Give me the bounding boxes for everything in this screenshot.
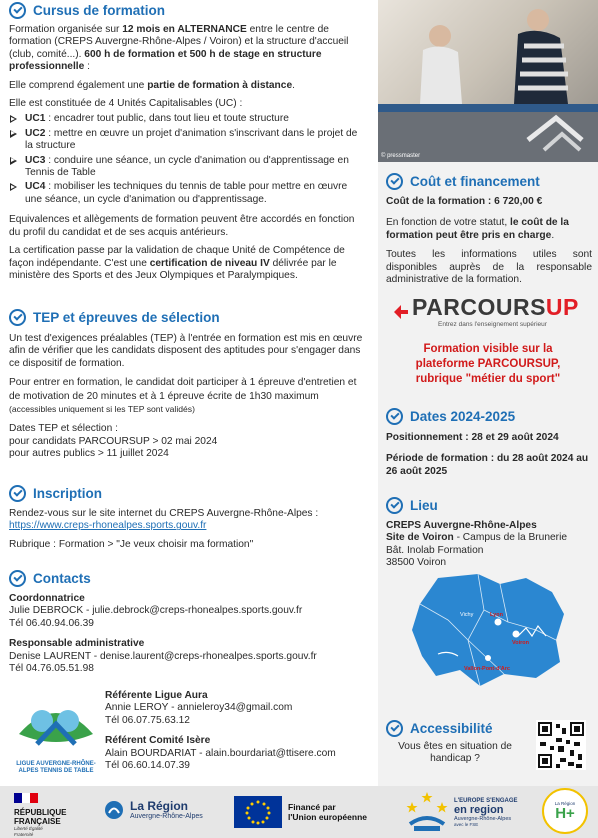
lyon-marker bbox=[495, 619, 502, 626]
contacts-title: Contacts bbox=[33, 571, 91, 586]
coord-line: Julie DEBROCK - julie.debrock@creps-rhonealpes.sports.gouv.fr bbox=[9, 605, 303, 617]
check-circle-icon bbox=[386, 173, 403, 190]
contacts-body bbox=[9, 593, 369, 675]
lieu-heading bbox=[386, 497, 438, 514]
engage-line-1: L'EUROPE S'ENGAGE bbox=[454, 797, 518, 804]
tep-body bbox=[9, 333, 365, 461]
lieu-line-4: 38500 Voiron bbox=[386, 557, 447, 569]
ligue-logo-text: LIGUE AUVERGNE-RHÔNE-ALPES TENNIS DE TABLE bbox=[16, 761, 96, 774]
access-heading bbox=[386, 720, 493, 737]
cursus-heading bbox=[9, 2, 165, 19]
eu-logo bbox=[234, 796, 367, 828]
ping-pong-photo bbox=[378, 0, 598, 162]
lieu-line-2: Site de Voiron - Campus de la Brunerie bbox=[386, 532, 567, 544]
parcoursup-wordmark: PARCOURSUP bbox=[412, 294, 579, 320]
lieu-line-1: CREPS Auvergne-Rhône-Alpes bbox=[386, 520, 537, 531]
h-plus-icon: H+ bbox=[555, 804, 575, 822]
parcoursup-line-1: Formation visible sur la bbox=[423, 343, 553, 355]
check-circle-icon bbox=[9, 570, 26, 587]
coord-tel: Tél 06.40.94.06.39 bbox=[9, 617, 94, 629]
rf-motto: Liberté Égalité Fraternité bbox=[14, 826, 43, 837]
europe-engage-logo bbox=[404, 790, 518, 834]
region-h-plus-badge bbox=[542, 788, 588, 834]
check-circle-icon bbox=[386, 497, 403, 514]
engage-line-3: Auvergne-Rhône-Alpes bbox=[454, 815, 512, 822]
hplus-text: La Région bbox=[554, 800, 576, 806]
engage-line-2: en region bbox=[454, 803, 504, 816]
check-circle-icon bbox=[9, 485, 26, 502]
map-label-lyon: Lyon bbox=[490, 612, 503, 618]
comite-role: Référent Comité Isère bbox=[105, 735, 211, 747]
inscription-p1: Rendez-vous sur le site internet du CREPS Auvergne-Rhône-Alpes : bbox=[9, 508, 319, 519]
admin-role: Responsable administrative bbox=[9, 638, 145, 650]
inscription-title: Inscription bbox=[33, 486, 103, 501]
french-flag-icon bbox=[14, 793, 38, 803]
comite-line: Alain BOURDARIAT - alain.bourdariat@ttisere.com bbox=[105, 747, 336, 759]
list-item: UC3 : conduire une séance, un cycle d'animation ou d'apprentissage en Tennis de Table bbox=[9, 155, 365, 180]
footer-logos bbox=[0, 786, 598, 838]
parcoursup-logo bbox=[390, 294, 590, 332]
dates-positionnement: Positionnement : 28 et 29 août 2024 bbox=[386, 432, 559, 443]
parcoursup-notice bbox=[378, 342, 598, 387]
cout-p2: Toutes les informations utiles sont disponibles auprès de la responsable administrative de la formation. bbox=[386, 249, 592, 286]
europe-engage-stars-icon bbox=[404, 790, 450, 834]
ligue-line: Annie LEROY - annieleroy34@gmail.com bbox=[105, 702, 293, 714]
check-circle-icon bbox=[386, 408, 403, 425]
cursus-title: Cursus de formation bbox=[33, 3, 166, 18]
eu-line-2: l'Union européenne bbox=[288, 812, 367, 822]
region-subname: Auvergne-Rhône-Alpes bbox=[130, 813, 203, 820]
uc-list bbox=[9, 113, 365, 206]
ligue-logo-icon bbox=[11, 694, 101, 756]
dates-period: Période de formation : du 28 août 2024 au 26 août 2025 bbox=[386, 453, 589, 477]
tep-date-2: pour autres publics > 11 juillet 2024 bbox=[9, 448, 169, 460]
dates-body bbox=[386, 432, 594, 478]
list-item: UC1 : encadrer tout public, dans tout lieu et toute structure bbox=[9, 113, 365, 125]
admin-line: Denise LAURENT - denise.laurent@creps-rhonealpes.sports.gouv.fr bbox=[9, 650, 317, 662]
map-label-vallon: Vallon-Pont-d'Arc bbox=[464, 666, 510, 672]
contacts-heading bbox=[9, 570, 91, 587]
lieu-line-3: Bât. Inolab Formation bbox=[386, 544, 484, 556]
cursus-p2: Elle comprend également une partie de formation à distance. bbox=[9, 79, 295, 91]
parcoursup-line-2: plateforme PARCOURSUP, bbox=[415, 358, 561, 370]
map-label-voiron: Voiron bbox=[512, 640, 530, 646]
cursus-p4: Equivalences et allègements de formation peuvent être accordés en fonction du profil du candidat et de ses acquis antérieurs. bbox=[9, 214, 355, 238]
access-text: Vous êtes en situation de handicap ? bbox=[398, 741, 512, 765]
cout-heading bbox=[386, 173, 540, 190]
cout-p1: En fonction de votre statut, le coût de la formation peut être pris en charge. bbox=[386, 217, 569, 241]
coord-role: Coordonnatrice bbox=[9, 593, 85, 604]
check-circle-icon bbox=[9, 309, 26, 326]
ligue-role: Référente Ligue Aura bbox=[105, 690, 208, 701]
list-item: UC4 : mobiliser les techniques du tennis de table pour mettre en œuvre une séance, un cycle d'animation ou d'apprentissage. bbox=[9, 181, 365, 206]
dates-heading bbox=[386, 408, 515, 425]
cout-price: Coût de la formation : 6 720,00 € bbox=[386, 196, 543, 207]
parcoursup-mark-icon bbox=[390, 300, 412, 322]
region-name: La Région bbox=[130, 799, 189, 813]
creps-website-link[interactable]: https://www.creps-rhonealpes.sports.gouv.fr bbox=[9, 520, 207, 532]
vallon-marker bbox=[485, 655, 491, 661]
triangle-bullet-icon bbox=[9, 181, 19, 193]
inscription-link-wrap bbox=[9, 520, 365, 532]
engage-line-4: avec le FSE bbox=[454, 821, 479, 827]
region-map bbox=[408, 570, 568, 688]
cursus-p5: La certification passe par la validation de chaque Unité de Compétence de façon indépendante. C'est une certification de niveau IV délivrée par le ministère des Sports et des Jeux Olympiques et Paralympiques. bbox=[9, 245, 345, 281]
republique-francaise-logo bbox=[14, 790, 84, 838]
admin-tel: Tél 04.76.05.51.98 bbox=[9, 663, 94, 675]
tep-heading bbox=[9, 309, 220, 326]
cout-body bbox=[386, 196, 592, 286]
rf-line-2: FRANÇAISE bbox=[14, 817, 61, 826]
cursus-p3: Elle est constituée de 4 Unités Capitalisables (UC) : bbox=[9, 98, 243, 110]
parcoursup-tagline: Entrez dans l'enseignement supérieur bbox=[438, 321, 547, 328]
voiron-marker bbox=[513, 631, 520, 638]
inscription-heading bbox=[9, 485, 102, 502]
list-item: UC2 : mettre en œuvre un projet d'animation s'inscrivant dans le projet de la structure bbox=[9, 128, 365, 153]
check-circle-icon bbox=[386, 720, 403, 737]
inscription-p2: Rubrique : Formation > "Je veux choisir ma formation" bbox=[9, 538, 254, 550]
parcoursup-line-3: rubrique "métier du sport" bbox=[415, 373, 561, 385]
tep-title: TEP et épreuves de sélection bbox=[33, 310, 220, 325]
tep-date-1: pour candidats PARCOURSUP > 02 mai 2024 bbox=[9, 435, 218, 447]
cursus-p1: Formation organisée sur 12 mois en ALTERNANCE entre le centre de formation (CREPS Auvergne-Rhône-Alpes / Voiron) et la structure d'accueil (club, comité...). 600 h de formation et 500 h de stage en structure professionnelle : bbox=[9, 24, 349, 73]
map-label-vichy: Vichy bbox=[460, 612, 474, 618]
region-logo bbox=[104, 800, 203, 820]
check-circle-icon bbox=[9, 2, 26, 19]
triangle-bullet-icon bbox=[9, 128, 19, 140]
ping-pong-players-icon bbox=[378, 0, 598, 162]
ligue-logo bbox=[11, 694, 101, 774]
lieu-title: Lieu bbox=[410, 498, 438, 513]
triangle-bullet-icon bbox=[9, 113, 19, 125]
ligue-tel: Tél 06.07.75.63.12 bbox=[105, 714, 190, 726]
contacts-body-2 bbox=[105, 690, 369, 772]
triangle-bullet-icon bbox=[9, 155, 19, 167]
eu-line-1: Financé par bbox=[288, 802, 336, 812]
tep-p2: Pour entrer en formation, le candidat doit participer à 1 épreuve d'entretien et de motivation de 20 minutes et à 1 épreuve écrite de 1h30 maximum (accessibles uniquement si les TEP sont validés) bbox=[9, 377, 357, 415]
lieu-body bbox=[386, 520, 594, 570]
cout-title: Coût et financement bbox=[410, 174, 540, 189]
cursus-body bbox=[9, 24, 365, 282]
comite-tel: Tél 06.60.14.07.39 bbox=[105, 760, 190, 772]
access-title: Accessibilité bbox=[410, 721, 493, 736]
tep-p1: Un test d'exigences préalables (TEP) à l'entrée en formation est mis en œuvre afin de vérifier que les candidats disposent des aptitudes pour s'engager dans ce dispositif de formation. bbox=[9, 333, 363, 369]
qr-code-icon[interactable] bbox=[536, 720, 586, 770]
tep-dates-label: Dates TEP et sélection : bbox=[9, 423, 118, 435]
inscription-body bbox=[9, 508, 365, 551]
rf-line-1: RÉPUBLIQUE bbox=[14, 808, 67, 817]
dates-title: Dates 2024-2025 bbox=[410, 409, 516, 424]
photo-credit: © pressmaster bbox=[381, 153, 421, 159]
region-logo-icon bbox=[104, 800, 124, 820]
right-column bbox=[378, 0, 598, 800]
eu-flag-icon bbox=[234, 796, 282, 828]
